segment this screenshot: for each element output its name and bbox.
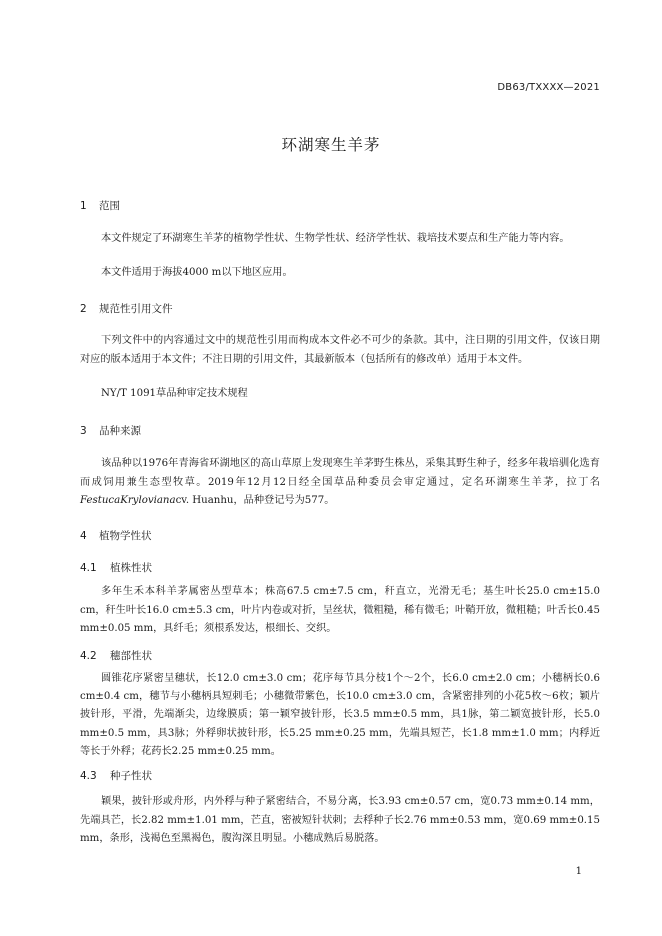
- section-number: 4.1: [80, 562, 97, 574]
- latin-name: FestucaKryloviana: [80, 495, 176, 507]
- subsection-heading-4-3: [80, 768, 152, 783]
- paragraph-scope-applicability: 本文件适用于海拔4000 m以下地区应用。: [101, 267, 293, 278]
- document-number: DB63/TXXXX—2021: [497, 82, 600, 93]
- section-number: 3: [80, 425, 87, 437]
- section-number: 4.2: [80, 650, 97, 662]
- section-heading-1: [80, 198, 120, 213]
- section-title: 品种来源: [99, 425, 141, 437]
- paragraph-plant-traits: 多年生禾本科羊茅属密丛型草本；株高67.5 cm±7.5 cm，秆直立，光滑无毛；基生叶长25.0 cm±15.0 cm，秆生叶长16.0 cm±5.3 cm，叶片内卷或对折，呈丝状，微粗糙，稀有微毛；叶鞘开放，微粗糙；叶舌长0.45 mm±0.05 mm，具纤毛；须根系发达，根细长、交织。: [80, 586, 600, 635]
- subsection-heading-4-1: [80, 560, 152, 575]
- page-title: 环湖寒生羊茅: [281, 136, 381, 154]
- section-heading-3: [80, 423, 141, 438]
- origin-text-end: cv. Huanhu，品种登记号为577。: [175, 495, 335, 507]
- section-title: 范围: [99, 200, 120, 212]
- section-title: 规范性引用文件: [99, 303, 173, 315]
- section-heading-2: [80, 301, 173, 316]
- section-heading-4: [80, 528, 152, 543]
- subsection-heading-4-2: [80, 648, 152, 663]
- paragraph-normative-refs: 下列文件中的内容通过文中的规范性引用而构成本文件必不可少的条款。其中，注日期的引用文件，仅该日期对应的版本适用于本文件；不注日期的引用文件，其最新版本（包括所有的修改单）适用于本文件。: [80, 335, 600, 365]
- page-number: 1: [575, 866, 582, 877]
- section-title: 种子性状: [110, 770, 152, 782]
- paragraph-scope: 本文件规定了环湖寒生羊茅的植物学性状、生物学性状、经济学性状、栽培技术要点和生产能力等内容。: [101, 233, 570, 244]
- reference-standard: NY/T 1091草品种审定技术规程: [101, 388, 248, 399]
- section-number: 4: [80, 530, 87, 542]
- section-number: 2: [80, 303, 87, 315]
- section-title: 植物学性状: [99, 530, 152, 542]
- section-title: 穗部性状: [110, 650, 152, 662]
- section-number: 4.3: [80, 770, 97, 782]
- paragraph-variety-origin: [80, 455, 600, 511]
- paragraph-seed-traits: 颖果，披针形或舟形，内外稃与种子紧密结合，不易分离，长3.93 cm±0.57 cm，宽0.73 mm±0.14 mm，先端具芒，长2.82 mm±1.01 mm，芒直，密被短针状刺；去稃种子长2.76 mm±0.53 mm，宽0.69 mm±0.15 mm，条形，浅褐色至黑褐色，腹沟深且明显。小穗成熟后易脱落。: [80, 796, 600, 845]
- origin-text: 该品种以1976年青海省环湖地区的高山草原上发现寒生羊茅野生株丛，采集其野生种子，经多年栽培驯化选育而成饲用兼生态型牧草。2019年12月12日经全国草品种委员会审定通过，定名环湖寒生羊茅，拉丁名: [80, 458, 600, 488]
- section-number: 1: [80, 200, 87, 212]
- paragraph-panicle-traits: 圆锥花序紧密呈穗状，长12.0 cm±3.0 cm；花序每节具分枝1个～2个，长6.0 cm±2.0 cm；小穗柄长0.6 cm±0.4 cm，穗节与小穗柄具短刺毛；小穗微带紫色，长10.0 cm±3.0 cm，含紧密排列的小花5枚～6枚；颖片披针形，平滑，先端渐尖，边缘膜质；第一颖窄披针形，长3.5 mm±0.5 mm，具1脉，第二颖宽披针形，长5.0 mm±0.5 mm，具3脉；外稃卵状披针形，长5.25 mm±0.25 mm，先端具短芒，长1.8 mm±1.0 mm；内稃近等长于外稃；花药长2.25 mm±0.25 mm。: [80, 673, 600, 757]
- section-title: 植株性状: [110, 562, 152, 574]
